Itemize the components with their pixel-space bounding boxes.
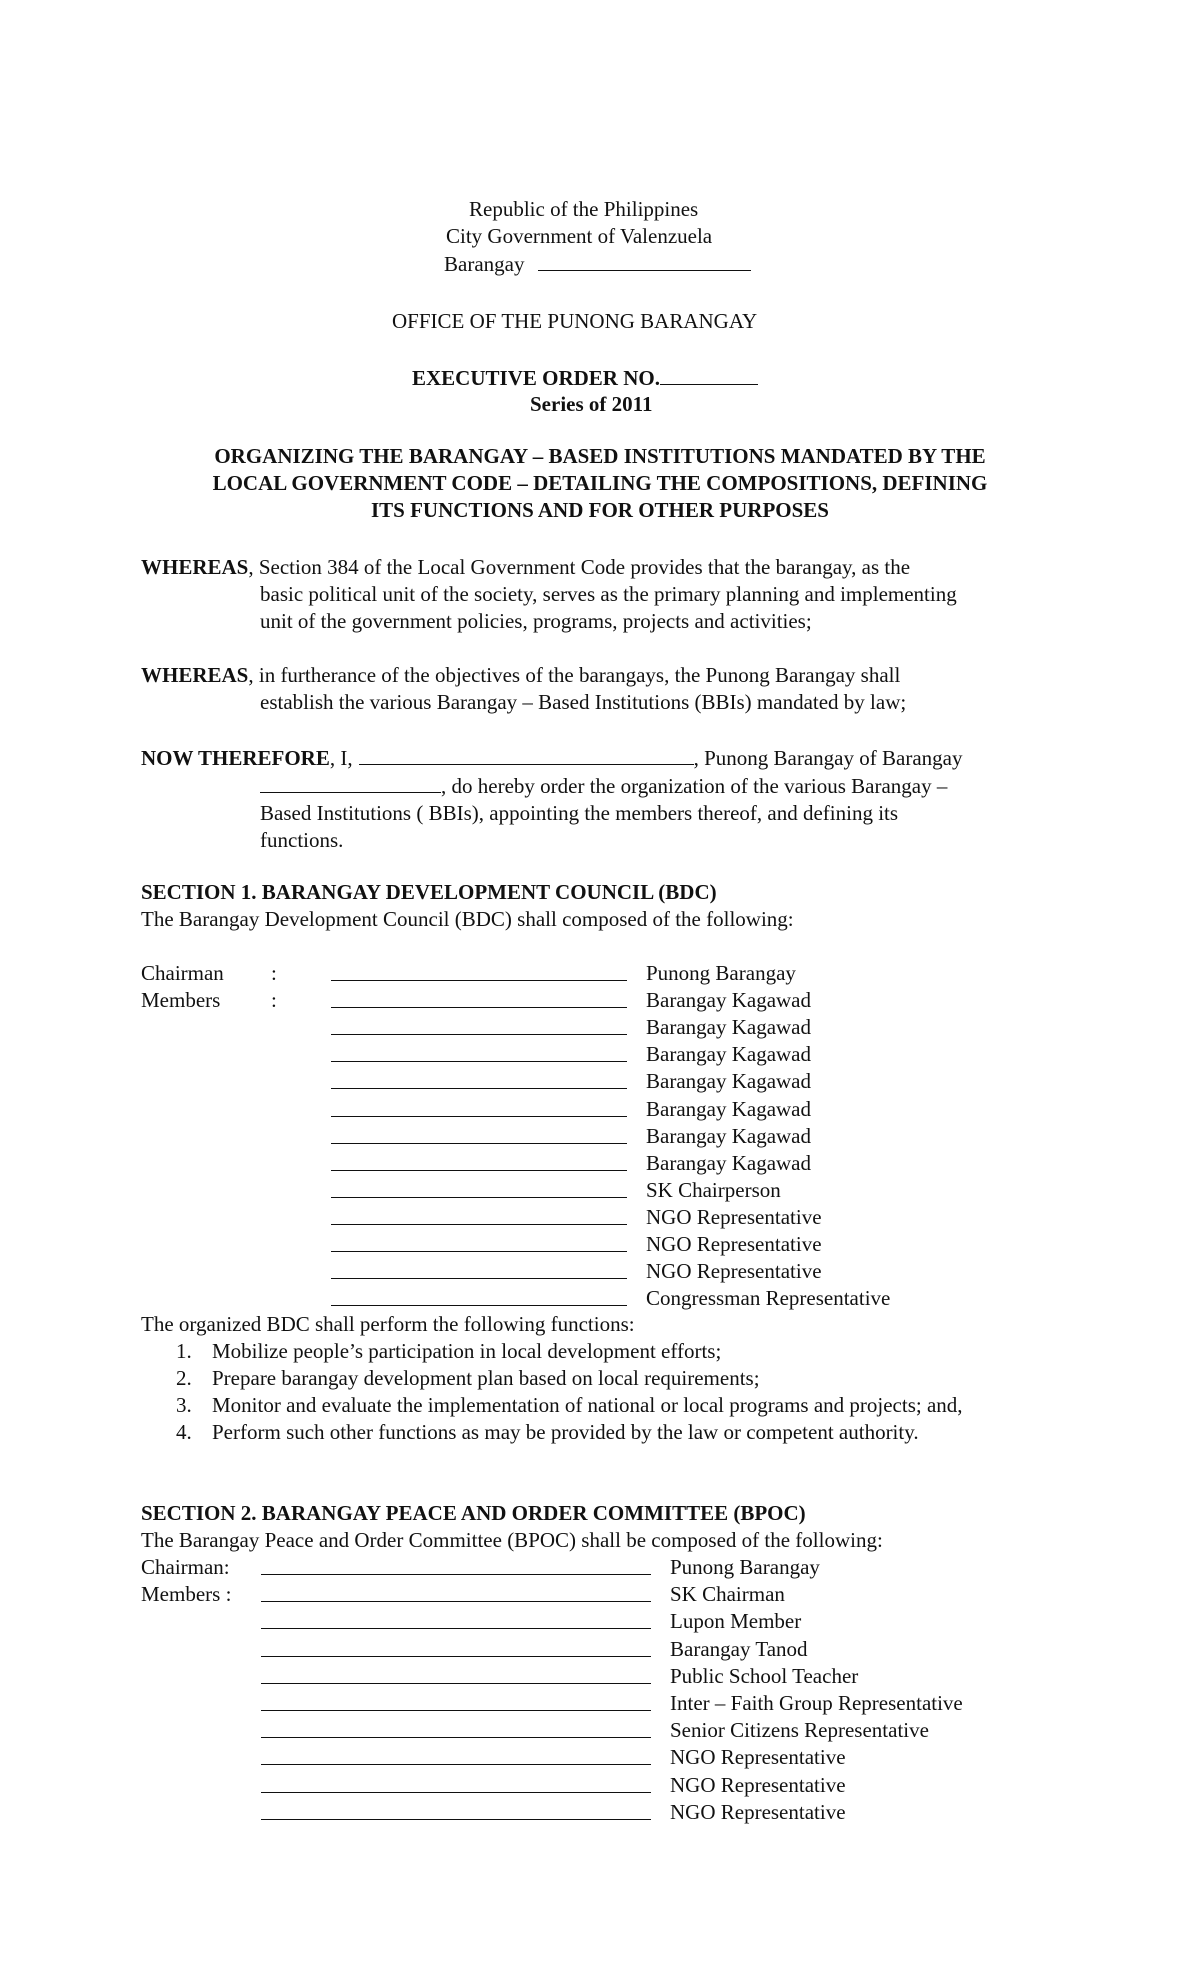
section-1-intro: The Barangay Development Council (BDC) shall composed of the following: [141, 907, 794, 931]
bdc-member-role: Barangay Kagawad [646, 1069, 812, 1094]
bdc-member-name-blank [331, 1123, 627, 1144]
bpoc-member-name-blank [261, 1581, 651, 1602]
order-title [0, 443, 1200, 524]
bdc-function-text: Monitor and evaluate the implementation of national or local programs and projects; and, [212, 1393, 963, 1417]
punong-barangay-name-blank [359, 744, 694, 765]
bpoc-member-role: NGO Representative [670, 1799, 846, 1824]
bpoc-member-role: SK Chairman [670, 1582, 785, 1607]
bdc-member-name-blank [331, 1177, 627, 1198]
city-line: City Government of Valenzuela [446, 224, 713, 248]
bdc-function-text: Perform such other functions as may be provided by the law or competent authority. [212, 1420, 919, 1444]
series-line: Series of 2011 [530, 392, 653, 416]
whereas-keyword: WHEREAS [141, 663, 249, 687]
whereas-clause-1 [141, 554, 1046, 635]
bdc-function-item [141, 1365, 1051, 1392]
title-line-1: ORGANIZING THE BARANGAY – BASED INSTITUTIONS MANDATED BY THE [214, 444, 986, 468]
bdc-function-number: 1. [176, 1339, 192, 1363]
whereas1-line-2: basic political unit of the society, serves as the primary planning and implementing [260, 582, 957, 606]
bpoc-member-role: NGO Representative [670, 1745, 846, 1770]
bpoc-member-name-blank [261, 1554, 651, 1575]
barangay-label: Barangay [444, 252, 525, 276]
bdc-member-role: Punong Barangay [646, 961, 796, 985]
title-line-2: LOCAL GOVERNMENT CODE – DETAILING THE COMPOSITIONS, DEFINING [212, 471, 988, 495]
bdc-function-text: Mobilize people’s participation in local development efforts; [212, 1339, 722, 1363]
bpoc-member-name-blank [261, 1772, 651, 1793]
title-line-3: ITS FUNCTIONS AND FOR OTHER PURPOSES [371, 498, 829, 522]
whereas1-line-3: unit of the government policies, programs, projects and activities; [260, 609, 812, 633]
bdc-member-role: Barangay Kagawad [646, 988, 812, 1013]
whereas2-line-1: , in furtherance of the objectives of the barangays, the Punong Barangay shall [248, 663, 901, 687]
republic-line: Republic of the Philippines [469, 197, 699, 221]
section-1 [141, 879, 1046, 933]
bdc-member-name-blank [331, 1258, 627, 1279]
section-1-heading: SECTION 1. BARANGAY DEVELOPMENT COUNCIL (BDC) [141, 880, 717, 904]
bpoc-member-name-blank [261, 1608, 651, 1629]
now-therefore-text: , Punong Barangay of Barangay [693, 746, 963, 770]
bdc-function-number: 3. [176, 1393, 192, 1417]
chairman-label: Chairman: [141, 1555, 230, 1579]
bpoc-member-role: NGO Representative [670, 1772, 846, 1797]
barangay-name-blank [260, 772, 441, 793]
now-therefore-clause [141, 744, 1046, 854]
bdc-functions-intro: The organized BDC shall perform the following functions: [141, 1312, 635, 1336]
bdc-member-role: Barangay Kagawad [646, 1150, 812, 1175]
bdc-member-role: Congressman Representative [646, 1286, 891, 1311]
now-therefore-keyword: NOW THEREFORE [141, 746, 330, 770]
bdc-function-item [141, 1419, 1051, 1446]
now-therefore-line-3: functions. [260, 828, 344, 852]
whereas1-line-1: , Section 384 of the Local Government Code provides that the barangay, as the [248, 555, 911, 579]
office-title: OFFICE OF THE PUNONG BARANGAY [392, 309, 758, 333]
bdc-member-role: SK Chairperson [646, 1177, 781, 1202]
bpoc-member-name-blank [261, 1636, 651, 1657]
bdc-function-number: 2. [176, 1366, 192, 1390]
now-therefore-text: , I, [329, 746, 353, 770]
members-label: Members : [141, 1582, 232, 1606]
bdc-member-role: NGO Representative [646, 1232, 822, 1256]
whereas2-line-2: establish the various Barangay – Based Institutions (BBIs) mandated by law; [260, 690, 907, 714]
bdc-member-role: Barangay Kagawad [646, 1042, 812, 1067]
now-therefore-text: , do hereby order the organization of the various Barangay – [441, 774, 948, 798]
barangay-name-blank [538, 250, 751, 271]
bpoc-member-name-blank [261, 1717, 651, 1738]
bpoc-member-name-blank [261, 1663, 651, 1684]
bdc-member-role: Barangay Kagawad [646, 1096, 812, 1121]
barangay-line [444, 250, 751, 277]
bpoc-member-role: Public School Teacher [670, 1663, 859, 1688]
section-2 [141, 1500, 1046, 1554]
bdc-functions-list [141, 1338, 1051, 1446]
bdc-function-text: Prepare barangay development plan based on local requirements; [212, 1366, 760, 1390]
bpoc-member-role: Punong Barangay [670, 1555, 820, 1579]
bdc-member-name-blank [331, 1204, 627, 1225]
chairman-label: Chairman [141, 961, 224, 985]
bdc-member-name-blank [331, 960, 627, 981]
bdc-member-name-blank [331, 1150, 627, 1171]
bdc-member-role: NGO Representative [646, 1204, 822, 1229]
bpoc-member-name-blank [261, 1690, 651, 1711]
section-2-intro: The Barangay Peace and Order Committee (BPOC) shall be composed of the following: [141, 1528, 883, 1552]
now-therefore-line-2: Based Institutions ( BBIs), appointing the members thereof, and defining its [260, 801, 899, 825]
bpoc-member-role: Senior Citizens Representative [670, 1718, 929, 1743]
members-label: Members [141, 988, 221, 1012]
bdc-member-name-blank [331, 1231, 627, 1252]
bpoc-member-name-blank [261, 1799, 651, 1820]
executive-order-label: EXECUTIVE ORDER NO. [412, 366, 660, 390]
bdc-member-name-blank [331, 987, 627, 1008]
bdc-member-role: Barangay Kagawad [646, 1123, 812, 1148]
order-number-blank [660, 364, 758, 385]
chairman-colon: : [271, 961, 277, 985]
bdc-member-name-blank [331, 1041, 627, 1062]
bpoc-member-role: Inter – Faith Group Representative [670, 1691, 963, 1715]
bdc-member-role: Barangay Kagawad [646, 1015, 812, 1040]
bdc-member-name-blank [331, 1096, 627, 1117]
bpoc-member-role: Lupon Member [670, 1609, 802, 1634]
whereas-keyword: WHEREAS [141, 555, 249, 579]
members-colon: : [271, 988, 277, 1012]
bdc-member-role: NGO Representative [646, 1259, 822, 1284]
bdc-function-number: 4. [176, 1420, 192, 1444]
bdc-member-name-blank [331, 1014, 627, 1035]
section-2-heading: SECTION 2. BARANGAY PEACE AND ORDER COMMITTEE (BPOC) [141, 1501, 806, 1525]
bdc-member-name-blank [331, 1068, 627, 1089]
whereas-clause-2 [141, 662, 1046, 716]
executive-order-line [412, 364, 758, 391]
bpoc-member-role: Barangay Tanod [670, 1636, 808, 1661]
bpoc-member-name-blank [261, 1744, 651, 1765]
bdc-function-item [141, 1338, 1051, 1365]
bdc-function-item [141, 1392, 1051, 1419]
bdc-member-name-blank [331, 1285, 627, 1306]
